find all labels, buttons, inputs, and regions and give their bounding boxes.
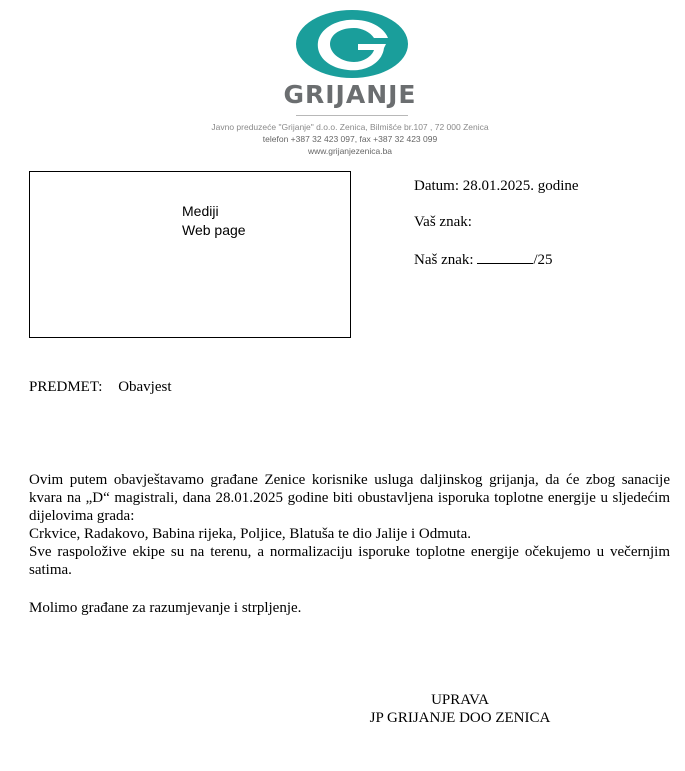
reference-blank-line (477, 251, 533, 264)
letterhead-logo (0, 8, 685, 88)
date-label: Datum: (414, 178, 459, 194)
company-address: Javno preduzeće "Grijanje" d.o.o. Zenica, Bilmišće br.107 , 72 000 Zenica (211, 122, 489, 132)
notice-body (29, 471, 670, 579)
subject-value: Obavjest (118, 379, 172, 395)
our-reference-suffix: /25 (533, 252, 553, 268)
subject-line (29, 379, 172, 396)
company-phone: telefon +387 32 423 097, fax +387 32 423 099 (262, 134, 438, 144)
body-paragraph: Sve raspoložive ekipe su na terenu, a normalizaciju isporuke toplotne energije očekujemo u večernjim satima. (29, 544, 670, 578)
closing-paragraph: Molimo građane za razumjevanje i strpljenje. (29, 600, 302, 616)
recipient-line: Web page (182, 222, 246, 238)
recipient-box (29, 171, 351, 338)
company-website: www.grijanjezenica.ba (307, 146, 393, 156)
body-paragraph: Ovim putem obavještavamo građane Zenice korisnike usluga daljinskog grijanja, da će zbog sanacije kvara na „D“ magistrali, dana 28.01.2025 godine biti obustavljena isporuka toplotne energije u sljedećim dijelovima grada: (29, 472, 670, 524)
body-paragraph: Crkvice, Radakovo, Babina rijeka, Poljice, Blatuša te dio Jalije i Odmuta. (29, 526, 471, 542)
date-field (414, 178, 579, 195)
subject-label: PREDMET: (29, 379, 103, 395)
signature-title: UPRAVA (431, 692, 489, 708)
our-reference-label: Naš znak: (414, 252, 474, 268)
signature-company: JP GRIJANJE DOO ZENICA (369, 710, 551, 726)
brand-name: GRIJANJE (283, 80, 417, 109)
your-reference-field (414, 214, 472, 231)
recipient-line: Mediji (182, 203, 219, 219)
date-value: 28.01.2025. godine (462, 178, 579, 194)
your-reference-label: Vaš znak: (414, 214, 472, 230)
our-reference-field (414, 251, 552, 269)
grijanje-logo-icon (292, 8, 412, 80)
brand-divider (296, 115, 408, 116)
